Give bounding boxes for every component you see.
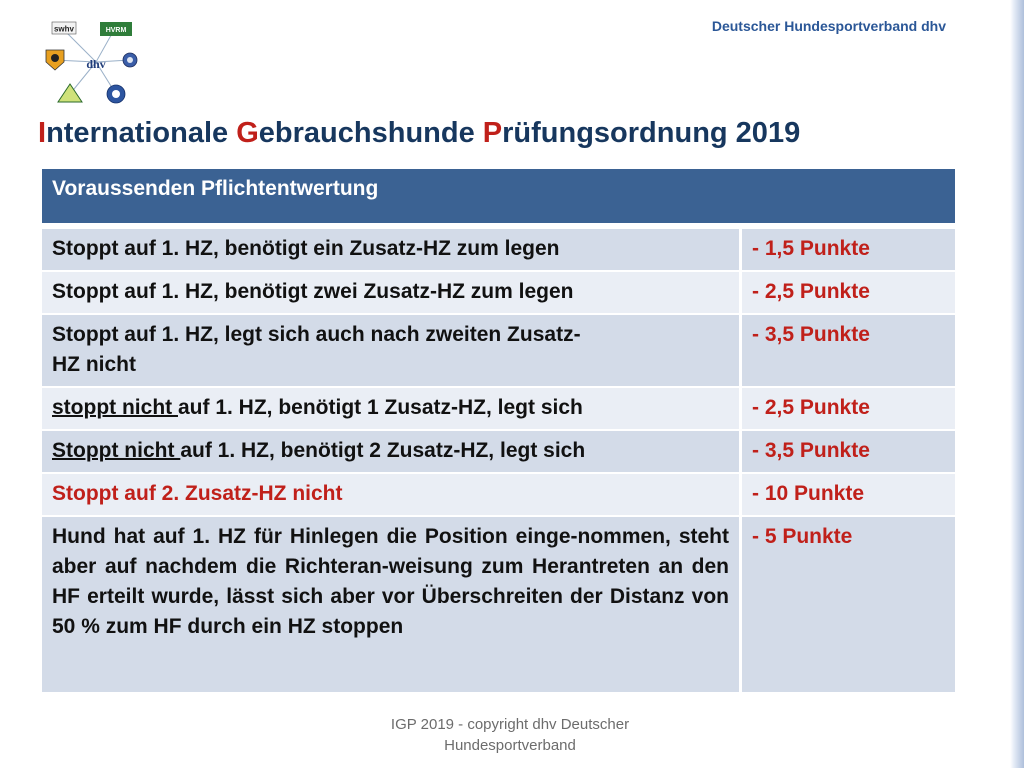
dhv-logo [86, 57, 105, 71]
rule-underlined: Stoppt nicht [52, 439, 181, 462]
org-header: Deutscher Hundesportverband dhv [711, 18, 946, 34]
shield-logo-left [46, 50, 64, 70]
points-cell: - 3,5 Punkte [742, 429, 955, 472]
round-logo-right [123, 53, 137, 67]
rule-line-2: HZ nicht [52, 353, 136, 376]
footer-line-1: IGP 2019 - copyright dhv Deutscher [390, 716, 630, 733]
penalty-table [42, 169, 955, 692]
points-cell: - 1,5 Punkte [742, 227, 955, 270]
title-initial-i: I [38, 117, 47, 149]
triangle-logo [58, 84, 82, 102]
svg-text:dhv: dhv [86, 57, 106, 71]
swhv-logo [52, 22, 76, 34]
table-row [42, 386, 955, 429]
table-row [42, 515, 955, 692]
title-initial-g: G [236, 117, 259, 149]
footer-copyright [360, 714, 660, 756]
rule-rest: auf 1. HZ, benötigt 1 Zusatz-HZ, legt sich [177, 396, 583, 419]
svg-text:swhv: swhv [53, 24, 75, 34]
points-cell: - 5 Punkte [742, 515, 955, 692]
svg-text:HVRM: HVRM [105, 27, 127, 34]
right-edge-bar [1010, 0, 1024, 768]
table-header-row [42, 169, 955, 227]
page-title [38, 117, 800, 150]
points-cell: - 10 Punkte [742, 472, 955, 515]
table-row [42, 227, 955, 270]
table-row [42, 429, 955, 472]
title-initial-p: P [482, 117, 503, 149]
table-row [42, 270, 955, 313]
points-cell: - 3,5 Punkte [742, 313, 955, 386]
rule-cell: Stoppt auf 1. HZ, benötigt ein Zusatz-HZ zum legen [42, 227, 742, 270]
rule-cell [42, 386, 742, 429]
rule-underlined: stoppt nicht [52, 396, 178, 419]
rule-line-1: Stoppt auf 1. HZ, legt sich auch nach zweiten Zusatz- [52, 323, 581, 346]
title-word-rest-2: ebrauchshunde [258, 117, 483, 149]
round-logo-bottom [107, 85, 125, 103]
table-header: Voraussenden Pflichtentwertung [42, 169, 955, 227]
table-row [42, 472, 955, 515]
rule-cell: Stoppt auf 1. HZ, benötigt zwei Zusatz-HZ zum legen [42, 270, 742, 313]
footer-line-2: Hundesportverband [444, 737, 576, 754]
table-row [42, 313, 955, 386]
title-word-rest-3: rüfungsordnung 2019 [502, 117, 801, 149]
title-word-rest-1: nternationale [46, 117, 237, 149]
rule-cell: Stoppt auf 2. Zusatz-HZ nicht [42, 472, 742, 515]
rule-cell: Hund hat auf 1. HZ für Hinlegen die Position einge-nommen, steht aber auf nachdem die Richteran-weisung zum Herantreten an den HF erteilt wurde, lässt sich aber vor Überschreiten der Distanz von 50 % zum HF durch ein HZ stoppen [42, 515, 742, 692]
association-logos [34, 16, 144, 114]
rule-rest: auf 1. HZ, benötigt 2 Zusatz-HZ, legt sich [180, 439, 586, 462]
rule-cell [42, 429, 742, 472]
points-cell: - 2,5 Punkte [742, 386, 955, 429]
points-cell: - 2,5 Punkte [742, 270, 955, 313]
hvrm-logo [100, 22, 132, 36]
rule-cell [42, 313, 742, 386]
